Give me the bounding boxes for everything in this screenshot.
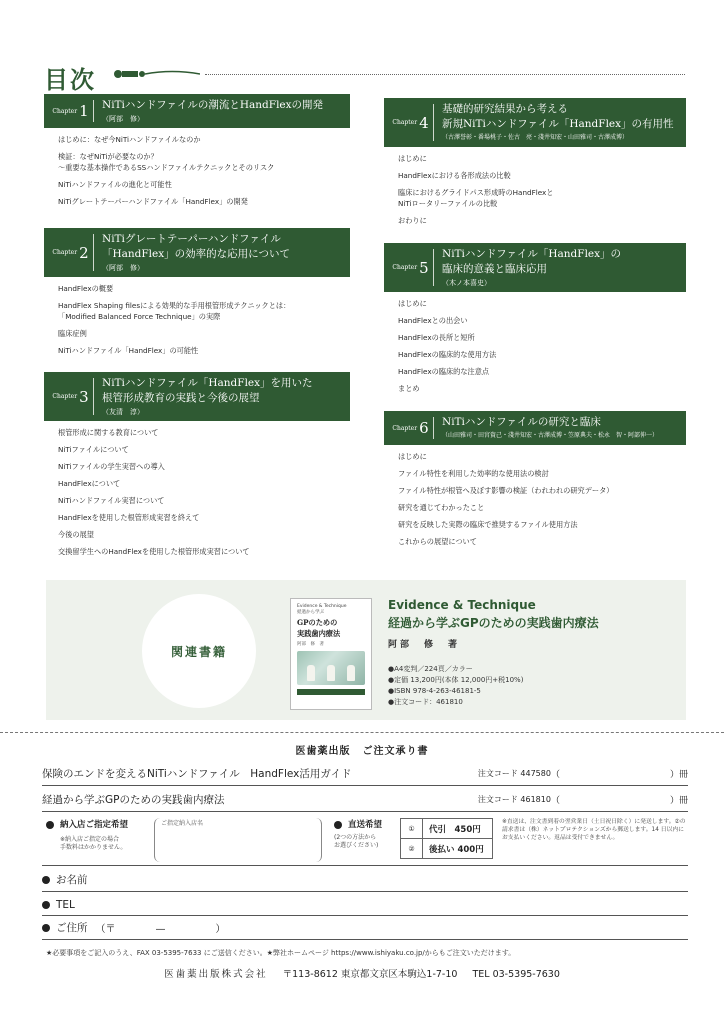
bullet-icon	[42, 924, 50, 932]
list-item: NiTiファイルについて	[58, 445, 129, 454]
chapter-label: Chapter	[392, 119, 418, 126]
name-label: お名前	[56, 874, 88, 886]
direct-label: 直送希望	[348, 820, 383, 830]
book-title-en: Evidence & Technique	[388, 598, 536, 612]
chapter-authors: （阿部 修）	[102, 115, 144, 123]
chapter-items	[384, 452, 686, 547]
quantity-input[interactable]: （ ）冊	[550, 796, 688, 806]
chapter-6	[384, 411, 686, 554]
direct-option	[334, 818, 382, 850]
cover-tooth-image	[297, 651, 365, 685]
publisher-info	[0, 966, 724, 980]
list-item: 「Modified Balanced Force Technique」の実際	[58, 312, 221, 321]
related-book-panel	[46, 580, 686, 720]
list-item: HandFlexについて	[58, 479, 121, 488]
chapter-authors: （木ノ本喜史）	[442, 279, 491, 287]
cover-author: 阿部 修 著	[297, 642, 324, 647]
order-code: 注文コード 461810	[477, 795, 551, 804]
list-item: HandFlexの長所と短所	[398, 333, 475, 342]
chapter-label: Chapter	[392, 264, 418, 271]
book-cover	[290, 598, 372, 710]
chapter-5	[384, 243, 686, 401]
toc-title: 目次	[44, 65, 96, 94]
list-item: NiTiファイルの学生実習への導入	[58, 462, 165, 471]
list-item: ファイル特性が根管へ及ぼす影響の検証（われわれの研究データ）	[398, 486, 614, 495]
chapter-items	[44, 284, 350, 356]
tel-label: TEL	[56, 899, 75, 911]
chapter-number: 1	[79, 102, 89, 120]
order-title: ご注文承り書	[362, 746, 429, 757]
list-item: 根管形成に関する教育について	[58, 428, 159, 437]
chapter-title: NiTiグレートテーパーハンドファイル	[102, 233, 281, 245]
chapter-number: 6	[419, 419, 429, 437]
list-item: はじめに	[398, 452, 427, 461]
direct-note: お選びください)	[334, 842, 379, 849]
order-code: 注文コード 447580	[477, 769, 551, 778]
direct-note: (2つの方法から	[334, 834, 377, 841]
chapter-header	[44, 372, 350, 421]
chapter-number: 5	[419, 258, 429, 277]
company-address: 〒113-8612 東京都文京区本駒込1-7-10	[282, 969, 458, 980]
order-book-row	[42, 788, 688, 812]
delivery-row	[42, 816, 688, 866]
bullet-icon	[46, 821, 54, 829]
bullet-icon	[334, 821, 342, 829]
tel-field[interactable]	[42, 892, 688, 916]
payment-options	[400, 818, 493, 859]
book-author: 阿部 修 著	[388, 640, 461, 650]
related-label: 関連書籍	[170, 644, 227, 659]
order-book-title: 保険のエンドを変えるNiTiハンドファイル HandFlex活用ガイド	[42, 768, 352, 780]
cover-title: 実践歯内療法	[297, 629, 341, 638]
payment-option[interactable]	[401, 819, 493, 839]
cover-kicker-2: 経過から学ぶ	[297, 610, 324, 615]
list-item: NiTiハンドファイルの進化と可能性	[58, 180, 172, 189]
chapter-2	[44, 228, 350, 363]
address-label: ご住所	[56, 922, 88, 934]
spec-item: ●ISBN 978-4-263-46181-5	[388, 687, 481, 695]
list-item: HandFlexの臨床的な使用方法	[398, 350, 497, 359]
company-tel: TEL 03-5395-7630	[472, 969, 560, 980]
bullet-icon	[42, 876, 50, 884]
list-item: NiTiハンドファイル実習について	[58, 496, 165, 505]
store-label: 納入店ご指定希望	[60, 820, 129, 830]
chapter-items	[384, 299, 686, 394]
company-name: 医歯薬出版株式会社	[164, 969, 268, 980]
quantity-input[interactable]: （ ）冊	[550, 770, 688, 780]
chapter-items	[44, 428, 350, 557]
option-text: 代引 450円	[423, 819, 493, 839]
chapter-title: 「HandFlex」の効率的な応用について	[102, 248, 290, 260]
chapter-header	[384, 411, 686, 445]
chapter-authors: （阿部 修）	[102, 264, 144, 272]
cover-title: GPのための	[297, 618, 338, 627]
chapter-authors: （古澤誉彰・番場桃子・佐古 亮・淺井知宏・山田雅司・古澤成博）	[442, 134, 629, 141]
list-item: 臨床症例	[58, 329, 87, 338]
list-item: これからの展望について	[398, 537, 477, 546]
book-title-ja: 経過から学ぶGPのための実践歯内療法	[388, 616, 599, 630]
chapter-header	[384, 243, 686, 292]
store-name-field[interactable]	[154, 818, 322, 862]
list-item: まとめ	[398, 384, 420, 393]
list-item: HandFlex Shaping filesによる効果的な手用根管形成テクニックとは：	[58, 301, 291, 310]
list-item: はじめに：なぜ今NiTiハンドファイルなのか	[58, 135, 201, 144]
store-option	[46, 818, 128, 852]
chapter-number: 4	[419, 113, 429, 132]
chapter-title: NiTiハンドファイルの潮流とHandFlexの開発	[102, 99, 324, 111]
chapter-authors: （山田雅司・田宮資己・淺井知宏・古澤成博・笠原典夫・松永 智・阿部伸一）	[442, 432, 659, 439]
list-item: HandFlexの臨床的な注意点	[398, 367, 490, 376]
chapter-4	[384, 98, 686, 233]
title-rule	[205, 74, 685, 75]
chapter-number: 2	[79, 243, 89, 262]
ornament-icon	[112, 68, 200, 80]
list-item: おわりに	[398, 216, 427, 225]
list-item: ～重要な基本操作であるSSハンドファイルテクニックとそのリスク	[58, 163, 275, 172]
chapter-title: NiTiハンドファイル「HandFlex」を用いた	[102, 377, 313, 389]
chapter-label: Chapter	[52, 393, 78, 400]
chapter-authors: （友清 淳）	[102, 408, 144, 416]
book-specs	[388, 664, 678, 708]
list-item: はじめに	[398, 154, 427, 163]
cut-line	[0, 732, 724, 733]
chapter-header	[44, 228, 350, 277]
list-item: NiTiグレートテーパーハンドファイル「HandFlex」の開発	[58, 197, 248, 206]
bullet-icon	[42, 901, 50, 909]
list-item: 検証：なぜNiTiが必要なのか？	[58, 152, 158, 161]
chapter-1	[44, 94, 350, 214]
spec-item: ●定価 13,200円(本体 12,000円+税10%)	[388, 676, 524, 684]
list-item: HandFlexを使用した根管形成実習を終えて	[58, 513, 200, 522]
footer-note: ★必要事項をご記入のうえ、FAX 03-5395-7633 にご送信ください。★弊社ホームページ https://www.ishiyaku.co.jp/からもご注文いただけます。	[46, 949, 516, 957]
store-name-label: ご指定納入店名	[161, 820, 204, 827]
chapter-items	[44, 135, 350, 207]
list-item: 研究を反映した実際の臨床で推奨するファイル使用方法	[398, 520, 578, 529]
cover-kicker: Evidence & Technique	[297, 604, 347, 609]
chapter-items	[384, 154, 686, 226]
list-item: 交換留学生へのHandFlexを使用した根管形成実習について	[58, 547, 250, 556]
list-item: HandFlexの概要	[58, 284, 114, 293]
option-text: 後払い 400円	[423, 839, 493, 859]
chapter-number: 3	[79, 387, 89, 406]
order-book-row	[42, 762, 688, 786]
cover-band	[297, 689, 365, 695]
list-item: 臨床におけるグライドパス形成時のHandFlexと	[398, 188, 554, 197]
related-badge	[142, 594, 256, 708]
zip-field[interactable]: （〒 — ）	[95, 924, 226, 935]
chapter-label: Chapter	[52, 249, 78, 256]
list-item: NiTiハンドファイル「HandFlex」の可能性	[58, 346, 199, 355]
name-field[interactable]	[42, 866, 688, 892]
list-item: HandFlexとの出会い	[398, 316, 468, 325]
list-item: 今後の展望	[58, 530, 94, 539]
chapter-label: Chapter	[392, 424, 418, 432]
order-heading	[0, 742, 724, 757]
chapter-label: Chapter	[52, 107, 78, 115]
order-book-title: 経過から学ぶGPのための実践歯内療法	[42, 794, 225, 806]
chapter-title: 新規NiTiハンドファイル「HandFlex」の有用性	[442, 118, 674, 130]
chapter-title: NiTiハンドファイルの研究と臨床	[442, 416, 601, 428]
book-info	[388, 598, 678, 708]
spec-item: ●注文コード：461810	[388, 698, 463, 706]
option-number: ②	[401, 839, 423, 859]
list-item: 研究を通じてわかったこと	[398, 503, 485, 512]
option-number: ①	[401, 819, 423, 839]
chapter-title: 根管形成教育の実践と今後の展望	[102, 392, 260, 404]
chapter-title: 臨床的意義と臨床応用	[442, 263, 547, 275]
chapter-header	[44, 94, 350, 128]
store-note: 手数料はかかりません。	[60, 844, 127, 851]
chapter-header	[384, 98, 686, 147]
list-item: ファイル特性を利用した効率的な使用法の検討	[398, 469, 549, 478]
chapter-title: NiTiハンドファイル「HandFlex」の	[442, 248, 622, 260]
chapter-title: 基礎的研究結果から考える	[442, 103, 568, 115]
list-item: HandFlexにおける各形成法の比較	[398, 171, 511, 180]
spec-item: ●A4変判／224頁／カラー	[388, 665, 473, 673]
list-item: はじめに	[398, 299, 427, 308]
list-item: NiTiロータリーファイルの比較	[398, 199, 498, 208]
store-note: ※納入店ご指定の場合	[60, 836, 120, 843]
chapter-3	[44, 372, 350, 564]
address-field[interactable]	[42, 916, 688, 940]
payment-option[interactable]	[401, 839, 493, 859]
delivery-note: ※直送は、注文書到着の翌営業日（土日祝日除く）に発送します。②の請求書は（株）ネットプロテクションズから郵送します。14 日以内にお支払いください。返品は受付できません。	[502, 819, 686, 841]
order-publisher: 医歯薬出版	[295, 746, 351, 757]
